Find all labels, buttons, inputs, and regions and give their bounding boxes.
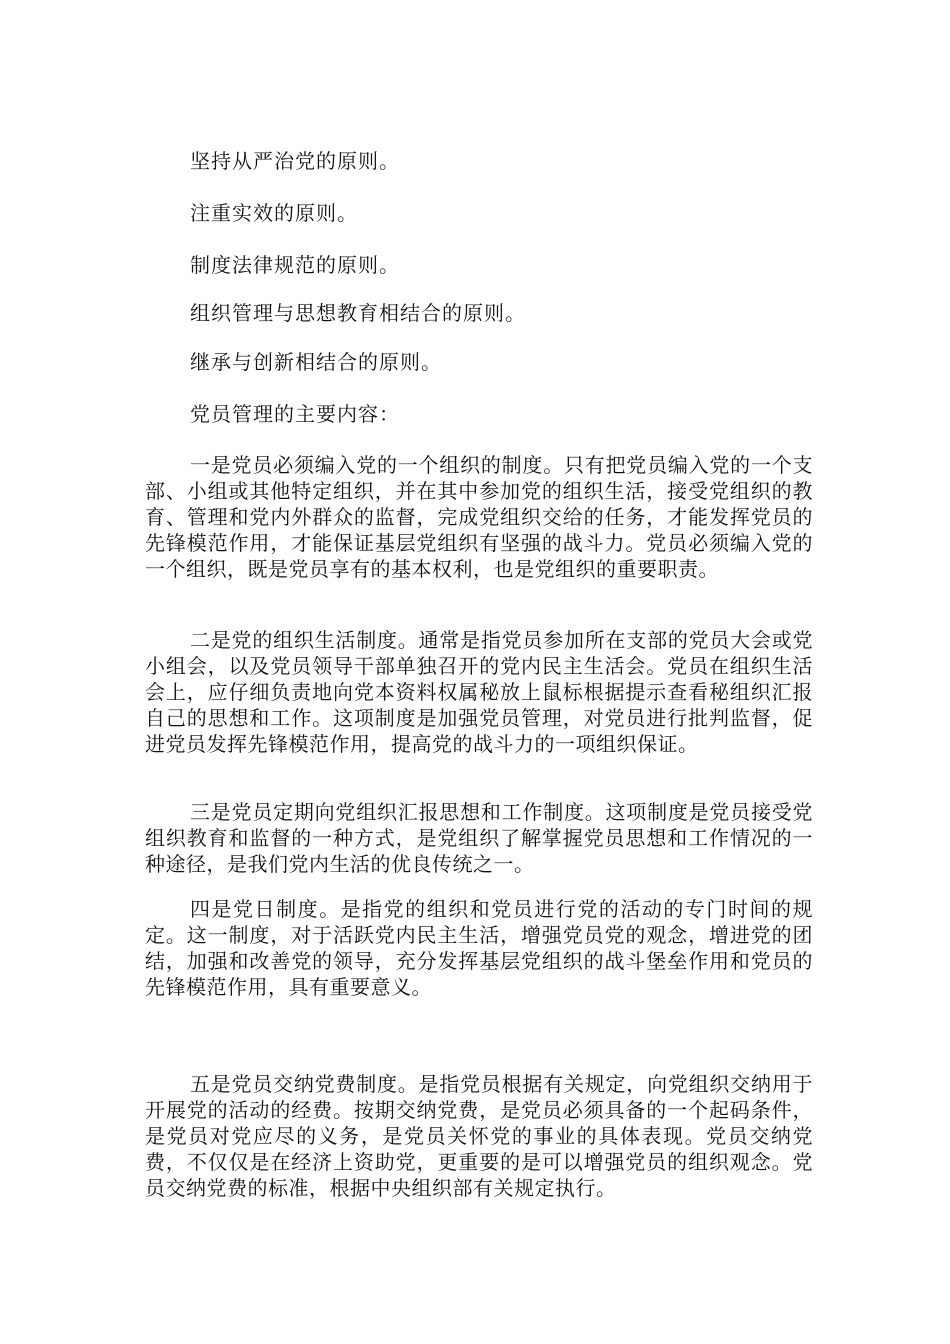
principle-line-3: 制度法律规范的原则。 xyxy=(190,253,400,277)
principle-line-4: 组织管理与思想教育相结合的原则。 xyxy=(190,301,526,325)
paragraph-4: 四是党日制度。是指党的组织和党员进行党的活动的专门时间的规定。这一制度，对于活跃党内民主生活，增强党员党的观念，增进党的团结，加强和改善党的领导，充分发挥基层党组织的战斗堡垒作用和党员的先锋模范作用，具有重要意义。 xyxy=(145,897,813,999)
paragraph-3: 三是党员定期向党组织汇报思想和工作制度。这项制度是党员接受党组织教育和监督的一种方式，是党组织了解掌握党员思想和工作情况的一种途径，是我们党内生活的优良传统之一。 xyxy=(145,800,813,876)
paragraph-1: 一是党员必须编入党的一个组织的制度。只有把党员编入党的一个支部、小组或其他特定组织，并在其中参加党的组织生活，接受党组织的教育、管理和党内外群众的监督，完成党组织交给的任务，才能发挥党员的先锋模范作用，才能保证基层党组织有坚强的战斗力。党员必须编入党的一个组织，既是党员享有的基本权利，也是党组织的重要职责。 xyxy=(145,453,813,581)
paragraph-2: 二是党的组织生活制度。通常是指党员参加所在支部的党员大会或党小组会，以及党员领导干部单独召开的党内民主生活会。党员在组织生活会上，应仔细负责地向党本资料权属秘放上鼠标根据提示查看秘组织汇报自己的思想和工作。这项制度是加强党员管理，对党员进行批判监督，促进党员发挥先锋模范作用，提高党的战斗力的一项组织保证。 xyxy=(145,628,813,756)
principle-line-1: 坚持从严治党的原则。 xyxy=(190,149,400,173)
principle-line-5: 继承与创新相结合的原则。 xyxy=(190,350,442,374)
section-heading: 党员管理的主要内容： xyxy=(190,402,400,426)
principle-line-2: 注重实效的原则。 xyxy=(190,201,358,225)
paragraph-5: 五是党员交纳党费制度。是指党员根据有关规定，向党组织交纳用于开展党的活动的经费。按期交纳党费，是党员必须具备的一个起码条件，是党员对党应尽的义务，是党员关怀党的事业的具体表现。党员交纳党费，不仅仅是在经济上资助党，更重要的是可以增强党员的组织观念。党员交纳党费的标准，根据中央组织部有关规定执行。 xyxy=(145,1072,813,1200)
